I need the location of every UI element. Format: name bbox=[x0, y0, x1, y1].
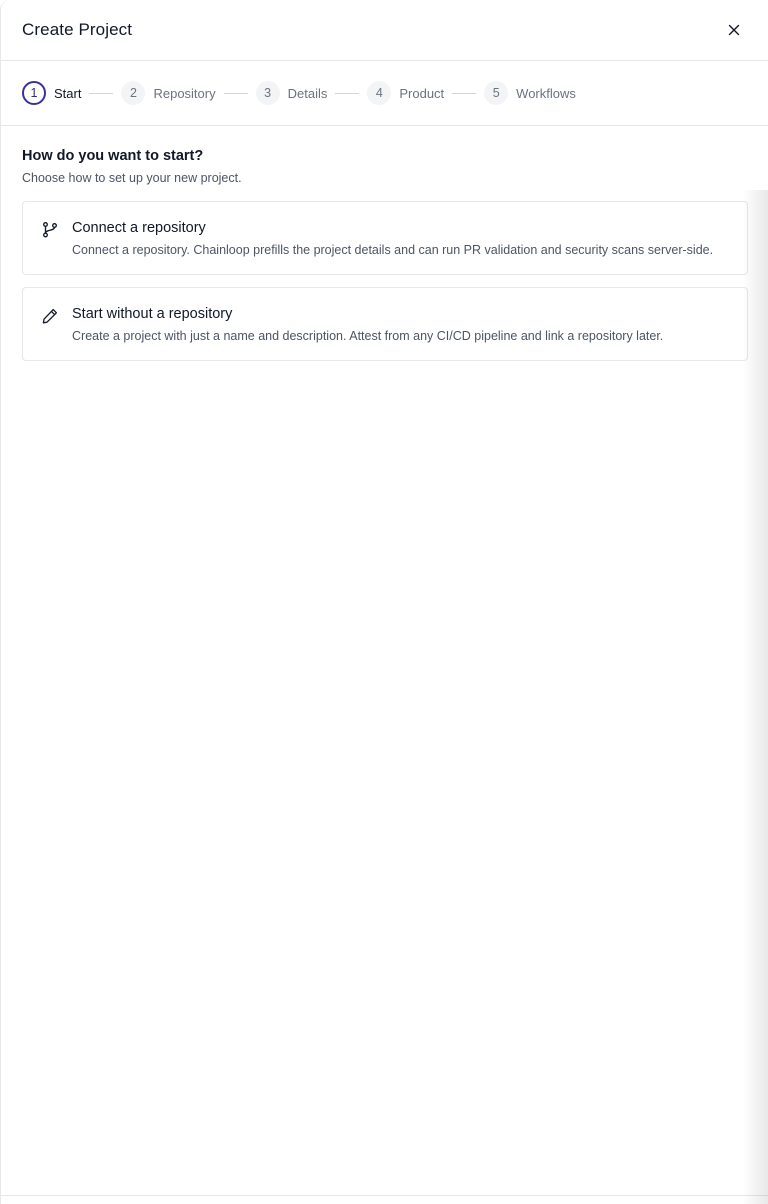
start-without-repository-option[interactable] bbox=[22, 287, 748, 361]
close-button[interactable] bbox=[720, 16, 748, 44]
step-number: 5 bbox=[484, 81, 508, 105]
connect-repository-option[interactable] bbox=[22, 201, 748, 275]
step-label: Repository bbox=[153, 85, 216, 101]
close-icon bbox=[727, 23, 741, 37]
step-product[interactable] bbox=[367, 81, 444, 105]
dialog-header bbox=[1, 0, 768, 61]
start-question: How do you want to start? bbox=[22, 148, 204, 164]
step-connector bbox=[335, 93, 359, 94]
step-connector bbox=[452, 93, 476, 94]
pencil-icon bbox=[41, 307, 59, 325]
start-section bbox=[1, 126, 768, 361]
step-connector bbox=[224, 93, 248, 94]
step-workflows[interactable] bbox=[484, 81, 576, 105]
step-repository[interactable] bbox=[121, 81, 215, 105]
step-start[interactable] bbox=[22, 81, 81, 105]
step-number: 1 bbox=[22, 81, 46, 105]
step-label: Details bbox=[287, 85, 328, 101]
step-number: 2 bbox=[121, 81, 145, 105]
git-branch-icon bbox=[41, 221, 59, 239]
option-title: Connect a repository bbox=[72, 220, 206, 236]
option-description: Connect a repository. Chainloop prefills the project details and can run PR validation and security scans server-side. bbox=[72, 243, 714, 257]
step-connector bbox=[89, 93, 113, 94]
option-description: Create a project with just a name and description. Attest from any CI/CD pipeline and link a repository later. bbox=[72, 329, 664, 343]
step-label: Start bbox=[54, 85, 82, 101]
stepper bbox=[1, 61, 768, 126]
step-label: Workflows bbox=[516, 85, 576, 101]
footer-divider bbox=[1, 1195, 768, 1196]
step-details[interactable] bbox=[256, 81, 328, 105]
step-label: Product bbox=[399, 85, 445, 101]
step-number: 3 bbox=[256, 81, 280, 105]
option-title: Start without a repository bbox=[72, 306, 233, 322]
start-subtitle: Choose how to set up your new project. bbox=[22, 171, 242, 185]
dialog-title: Create Project bbox=[22, 20, 133, 39]
step-number: 4 bbox=[367, 81, 391, 105]
